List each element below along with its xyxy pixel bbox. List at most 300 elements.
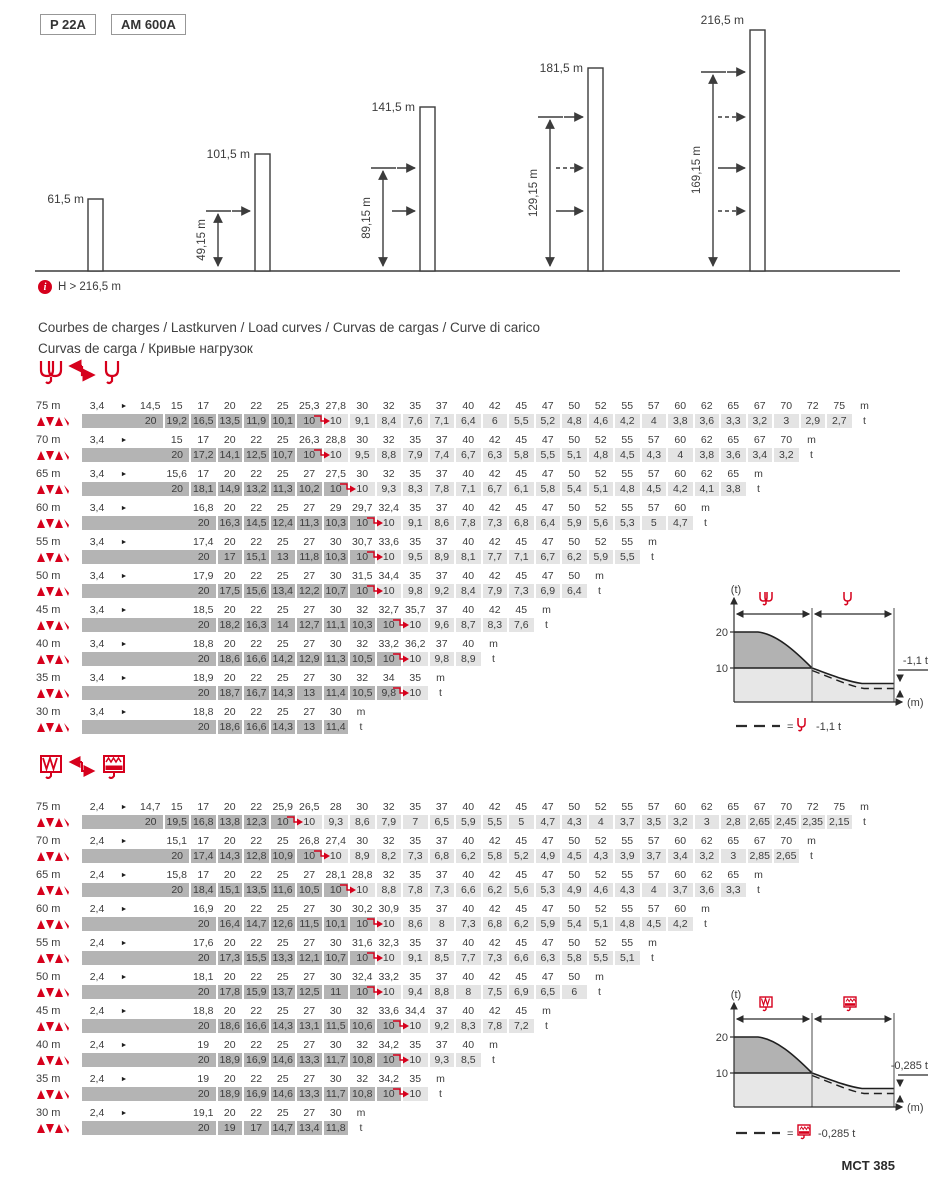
load-cell: 14,6 <box>271 1053 296 1067</box>
load-cell: 16,6 <box>244 652 269 666</box>
load-cell: 13,3 <box>297 1087 322 1101</box>
y-tick-10: 10 <box>715 663 728 675</box>
radius-cell: 55 <box>621 937 634 949</box>
load-cell: 10 <box>377 652 402 666</box>
load-cell: 14,3 <box>271 686 296 700</box>
load-cell: 10 <box>403 1053 428 1067</box>
load-cell: 6,2 <box>483 883 508 897</box>
load-cell: 3,7 <box>668 883 693 897</box>
min-radius-value: 3,4 <box>89 536 105 548</box>
radius-cell: 25 <box>276 468 289 480</box>
radius-cell: 16,9 <box>193 903 214 915</box>
load-cell: 6,8 <box>483 917 508 931</box>
load-cell: 7,1 <box>456 482 481 496</box>
load-cell: 8,5 <box>456 1053 481 1067</box>
load-cell: 10 <box>377 917 402 931</box>
radius-cell: 42 <box>488 570 501 582</box>
load-curve-zigzag-icon <box>36 586 82 597</box>
radius-cell: 62 <box>700 468 713 480</box>
load-cell: 18,2 <box>218 618 243 632</box>
load-cell: 11,9 <box>244 414 269 428</box>
radius-cell: 27 <box>303 903 316 915</box>
pointer-arrow-icon: ► <box>120 1041 128 1049</box>
load-cell: 10 <box>403 652 428 666</box>
load-cell: 9,6 <box>430 618 455 632</box>
load-cell: 6,4 <box>536 516 561 530</box>
four-fall-two-fall-hook-icon <box>38 358 138 392</box>
load-curve-zigzag-icon <box>36 1089 82 1100</box>
radius-cell: 62 <box>700 400 713 412</box>
radius-cell: 40 <box>462 536 475 548</box>
radius-cell: 70 <box>780 801 793 813</box>
radius-cell: 57 <box>647 801 660 813</box>
hook-height-label-4: 169,15 m <box>691 146 703 194</box>
radius-cell: 30 <box>356 400 369 412</box>
radius-cell: 37 <box>435 869 448 881</box>
radius-cell: 55 <box>621 434 634 446</box>
radius-cell: 50 <box>568 937 581 949</box>
radius-cell: 17 <box>197 869 210 881</box>
load-cell: 11,8 <box>324 1121 349 1135</box>
load-cell: 11,5 <box>297 917 322 931</box>
jib-length-label: 40 m <box>36 638 61 650</box>
radius-cell: 40 <box>462 835 475 847</box>
load-cell: 4,2 <box>668 482 693 496</box>
load-cell: 9,5 <box>403 550 428 564</box>
hook-height-label-3: 129,15 m <box>528 169 540 217</box>
load-cell: 9,2 <box>430 1019 455 1033</box>
load-cell: 4 <box>642 883 667 897</box>
radius-cell: 60 <box>674 869 687 881</box>
load-cell: 4,8 <box>562 414 587 428</box>
radius-cell: 70 <box>780 400 793 412</box>
radius-cell: 37 <box>435 400 448 412</box>
load-cell: 10 <box>403 1087 428 1101</box>
radius-cell: 30 <box>329 672 342 684</box>
hook-height-label-1: 49,15 m <box>196 219 208 261</box>
min-radius-value: 2,4 <box>89 835 105 847</box>
load-cell: 6 <box>483 414 508 428</box>
load-cell: 17,4 <box>191 849 216 863</box>
radius-cell: 52 <box>594 400 607 412</box>
radius-cell: 47 <box>541 570 554 582</box>
load-cell: 4,9 <box>536 849 561 863</box>
radius-cell: 30 <box>329 1107 342 1119</box>
load-row <box>36 550 916 564</box>
radius-cell: 20 <box>223 1107 236 1119</box>
load-lead-bar: 20 <box>82 516 216 530</box>
radius-row <box>36 467 916 481</box>
step-down-arrow-icon <box>365 984 385 998</box>
jib-length-label: 35 m <box>36 672 61 684</box>
load-cell: 7,7 <box>456 951 481 965</box>
jib-length-label: 60 m <box>36 903 61 915</box>
load-cell: 14,7 <box>271 1121 296 1135</box>
load-cell: 5 <box>509 815 534 829</box>
radius-cell: 37 <box>435 903 448 915</box>
radius-cell: 65 <box>727 434 740 446</box>
height-note-text: H > 216,5 m <box>58 281 121 293</box>
radius-unit: m <box>436 672 445 684</box>
load-cell: 18,4 <box>191 883 216 897</box>
radius-cell: 25 <box>276 434 289 446</box>
load-cell: 3,4 <box>668 849 693 863</box>
radius-cell: 28,8 <box>352 869 373 881</box>
radius-cell: 22 <box>250 672 263 684</box>
load-cell: 8,7 <box>456 618 481 632</box>
load-cell: 11,8 <box>297 550 322 564</box>
radius-cell: 15,6 <box>166 468 187 480</box>
load-cell: 5,8 <box>509 448 534 462</box>
radius-cell: 60 <box>674 502 687 514</box>
load-cell: 17 <box>218 550 243 564</box>
radius-cell: 70 <box>780 434 793 446</box>
load-cell: 10 <box>403 1019 428 1033</box>
load-curve-zigzag-icon <box>36 987 82 998</box>
radius-row <box>36 936 916 950</box>
radius-cell: 62 <box>700 869 713 881</box>
min-radius-value: 3,4 <box>89 434 105 446</box>
load-curve-zigzag-icon <box>36 953 82 964</box>
radius-cell: 30 <box>329 638 342 650</box>
radius-cell: 62 <box>700 801 713 813</box>
tower-2 <box>255 154 270 271</box>
y-tick-20: 20 <box>715 1032 728 1044</box>
radius-cell: 30 <box>329 1005 342 1017</box>
radius-cell: 45 <box>515 903 528 915</box>
load-cell: 3,4 <box>748 448 773 462</box>
pointer-arrow-icon: ► <box>120 939 128 947</box>
load-cell: 18,6 <box>218 720 243 734</box>
radius-cell: 32 <box>356 638 369 650</box>
load-cell: 4,1 <box>695 482 720 496</box>
radius-cell: 25 <box>276 536 289 548</box>
load-row <box>36 414 916 428</box>
load-cell: 10 <box>297 448 322 462</box>
jib-length-label: 35 m <box>36 1073 61 1085</box>
title-line-1: Courbes de charges / Lastkurven / Load curves / Curvas de cargas / Curve di carico <box>38 320 540 335</box>
load-cell: 3 <box>774 414 799 428</box>
radius-unit: m <box>860 801 869 813</box>
load-lead-bar: 20 <box>82 1019 216 1033</box>
radius-cell: 55 <box>621 903 634 915</box>
load-unit: t <box>810 449 813 461</box>
min-radius-value: 3,4 <box>89 604 105 616</box>
jib-length-label: 30 m <box>36 1107 61 1119</box>
radius-cell: 60 <box>674 434 687 446</box>
load-cell: 2,15 <box>827 815 852 829</box>
radius-unit: m <box>807 434 816 446</box>
load-unit: t <box>492 653 495 665</box>
radius-cell: 65 <box>727 468 740 480</box>
load-cell: 5,4 <box>562 917 587 931</box>
load-cell: 7,9 <box>483 584 508 598</box>
radius-cell: 18,8 <box>193 1005 214 1017</box>
radius-row <box>36 501 916 515</box>
load-cell: 3,8 <box>695 448 720 462</box>
radius-cell: 25 <box>276 971 289 983</box>
load-cell: 7,3 <box>430 883 455 897</box>
radius-cell: 22 <box>250 937 263 949</box>
radius-cell: 18,9 <box>193 672 214 684</box>
radius-cell: 22 <box>250 971 263 983</box>
radius-cell: 35 <box>409 672 422 684</box>
load-unit: t <box>704 918 707 930</box>
min-radius-value: 2,4 <box>89 1005 105 1017</box>
radius-cell: 27,4 <box>325 835 346 847</box>
radius-cell: 14,7 <box>140 801 161 813</box>
load-cell: 10 <box>377 584 402 598</box>
radius-cell: 50 <box>568 801 581 813</box>
radius-cell: 40 <box>462 502 475 514</box>
load-cell: 2,35 <box>801 815 826 829</box>
load-cell: 15,1 <box>218 883 243 897</box>
load-lead-bar: 20 <box>82 917 216 931</box>
radius-cell: 57 <box>647 400 660 412</box>
radius-cell: 40 <box>462 971 475 983</box>
y-tick-10: 10 <box>715 1068 728 1080</box>
radius-cell: 62 <box>700 835 713 847</box>
radius-cell: 32 <box>356 1073 369 1085</box>
radius-cell: 33,6 <box>378 1005 399 1017</box>
load-cell: 7,8 <box>456 516 481 530</box>
load-curve-zigzag-icon <box>36 552 82 563</box>
load-cell: 5,9 <box>456 815 481 829</box>
load-cell: 18,6 <box>218 652 243 666</box>
load-cell: 11,3 <box>297 516 322 530</box>
load-cell: 6,4 <box>562 584 587 598</box>
radius-cell: 28 <box>329 801 342 813</box>
load-cell: 18,6 <box>218 1019 243 1033</box>
load-curve-zigzag-icon <box>36 484 82 495</box>
load-unit: t <box>863 816 866 828</box>
step-down-arrow-icon <box>312 447 332 461</box>
load-cell: 4,5 <box>642 482 667 496</box>
radius-cell: 50 <box>568 835 581 847</box>
radius-cell: 32,4 <box>378 502 399 514</box>
radius-cell: 25 <box>276 937 289 949</box>
jib-length-label: 30 m <box>36 706 61 718</box>
load-cell: 4,6 <box>589 414 614 428</box>
tower-2-height-label: 101,5 m <box>206 147 250 161</box>
load-cell: 16,9 <box>244 1053 269 1067</box>
load-cell: 2,9 <box>801 414 826 428</box>
load-cell: 8,6 <box>430 516 455 530</box>
radius-cell: 35 <box>409 400 422 412</box>
load-cell: 10,7 <box>324 951 349 965</box>
load-cell: 15,1 <box>244 550 269 564</box>
load-cell: 7,7 <box>483 550 508 564</box>
load-curve-zigzag-icon <box>36 722 82 733</box>
radius-row <box>36 834 916 848</box>
load-curve-zigzag-icon <box>36 620 82 631</box>
min-radius-value: 3,4 <box>89 638 105 650</box>
load-cell: 10,7 <box>271 448 296 462</box>
load-cell: 10,5 <box>350 686 375 700</box>
radius-cell: 47 <box>541 434 554 446</box>
load-cell: 10,3 <box>350 618 375 632</box>
load-cell: 4,9 <box>562 883 587 897</box>
step-down-arrow-icon <box>365 515 385 529</box>
radius-cell: 27 <box>303 502 316 514</box>
load-cell: 10,1 <box>271 414 296 428</box>
load-cell: 3,2 <box>748 414 773 428</box>
radius-cell: 19 <box>197 1039 210 1051</box>
radius-cell: 25 <box>276 903 289 915</box>
radius-cell: 22 <box>250 502 263 514</box>
load-cell: 3 <box>695 815 720 829</box>
radius-cell: 25,3 <box>299 400 320 412</box>
load-cell: 5,6 <box>589 516 614 530</box>
load-cell: 9,8 <box>430 652 455 666</box>
radius-cell: 27,5 <box>325 468 346 480</box>
load-cell: 6,1 <box>509 482 534 496</box>
radius-cell: 30 <box>329 1073 342 1085</box>
load-cell: 14,2 <box>271 652 296 666</box>
load-cell: 5,9 <box>536 917 561 931</box>
radius-cell: 75 <box>833 801 846 813</box>
radius-unit: m <box>489 1039 498 1051</box>
load-row <box>36 951 916 965</box>
load-cell: 4,3 <box>589 849 614 863</box>
step-down-arrow-icon <box>391 1086 411 1100</box>
radius-cell: 37 <box>435 801 448 813</box>
radius-cell: 14,5 <box>140 400 161 412</box>
radius-cell: 52 <box>594 903 607 915</box>
load-curve-zigzag-icon <box>36 654 82 665</box>
load-curve-zigzag-icon <box>36 817 82 828</box>
radius-cell: 17,4 <box>193 536 214 548</box>
load-cell: 7,8 <box>403 883 428 897</box>
radius-cell: 45 <box>515 869 528 881</box>
radius-row <box>36 399 916 413</box>
load-cell: 6,7 <box>483 482 508 496</box>
load-cell: 4,2 <box>615 414 640 428</box>
load-cell: 8,5 <box>430 951 455 965</box>
load-cell: 5,5 <box>536 448 561 462</box>
radius-cell: 47 <box>541 502 554 514</box>
load-cell: 3,3 <box>721 883 746 897</box>
load-cell: 8,3 <box>403 482 428 496</box>
load-lead-bar: 20 <box>82 815 163 829</box>
load-cell: 13,3 <box>271 951 296 965</box>
step-down-arrow-icon <box>391 1052 411 1066</box>
radius-cell: 37 <box>435 434 448 446</box>
radius-cell: 37 <box>435 468 448 480</box>
pointer-arrow-icon: ► <box>120 470 128 478</box>
load-row <box>36 516 916 530</box>
load-unit: t <box>757 483 760 495</box>
load-cell: 3,5 <box>642 815 667 829</box>
pointer-arrow-icon: ► <box>120 1007 128 1015</box>
load-cell: 3,7 <box>642 849 667 863</box>
radius-cell: 40 <box>462 903 475 915</box>
radius-cell: 30,7 <box>352 536 373 548</box>
radius-row <box>36 868 916 882</box>
radius-unit: m <box>648 536 657 548</box>
radius-cell: 25 <box>276 570 289 582</box>
tower-1 <box>88 199 103 271</box>
load-cell: 10 <box>350 951 375 965</box>
load-unit: t <box>651 952 654 964</box>
min-radius-value: 3,4 <box>89 502 105 514</box>
load-cell: 5,1 <box>589 917 614 931</box>
load-cell: 13,7 <box>271 985 296 999</box>
radius-cell: 52 <box>594 536 607 548</box>
radius-cell: 29,7 <box>352 502 373 514</box>
radius-cell: 35 <box>409 434 422 446</box>
radius-cell: 35 <box>409 869 422 881</box>
radius-cell: 25 <box>276 502 289 514</box>
load-cell: 17 <box>244 1121 269 1135</box>
load-cell: 2,45 <box>774 815 799 829</box>
radius-cell: 20 <box>223 971 236 983</box>
tower-3-height-label: 141,5 m <box>371 100 415 114</box>
radius-cell: 55 <box>621 801 634 813</box>
load-cell: 6,9 <box>509 985 534 999</box>
load-unit: t <box>651 551 654 563</box>
load-cell: 9,4 <box>403 985 428 999</box>
radius-cell: 65 <box>727 801 740 813</box>
step-down-arrow-icon <box>365 950 385 964</box>
radius-cell: 25 <box>276 604 289 616</box>
radius-cell: 35 <box>409 1073 422 1085</box>
pointer-arrow-icon: ► <box>120 1075 128 1083</box>
load-cell: 9,3 <box>430 1053 455 1067</box>
radius-cell: 67 <box>753 835 766 847</box>
load-cell: 2,65 <box>748 815 773 829</box>
load-cell: 7,6 <box>403 414 428 428</box>
load-cell: 9,1 <box>403 951 428 965</box>
radius-cell: 47 <box>541 937 554 949</box>
load-lead-bar: 20 <box>82 951 216 965</box>
step-down-arrow-icon <box>338 481 358 495</box>
radius-cell: 35 <box>409 570 422 582</box>
radius-cell: 40 <box>462 604 475 616</box>
load-cell: 2,8 <box>721 815 746 829</box>
load-cell: 10 <box>324 482 349 496</box>
load-cell: 8,8 <box>377 448 402 462</box>
jib-length-label: 55 m <box>36 937 61 949</box>
radius-cell: 20 <box>223 801 236 813</box>
load-cell: 7,4 <box>430 448 455 462</box>
load-cell: 6,4 <box>456 414 481 428</box>
radius-cell: 25 <box>276 869 289 881</box>
load-cell: 10 <box>350 482 375 496</box>
load-lead-bar: 20 <box>82 1053 216 1067</box>
load-cell: 10 <box>324 883 349 897</box>
load-cell: 11,6 <box>271 883 296 897</box>
load-cell: 10,3 <box>324 516 349 530</box>
load-row <box>36 883 916 897</box>
radius-cell: 34,2 <box>378 1039 399 1051</box>
load-cell: 5,9 <box>562 516 587 530</box>
radius-cell: 27 <box>303 536 316 548</box>
load-row <box>36 815 916 829</box>
radius-cell: 40 <box>462 1005 475 1017</box>
min-radius-value: 2,4 <box>89 869 105 881</box>
load-lead-bar: 20 <box>82 618 216 632</box>
radius-cell: 27,8 <box>325 400 346 412</box>
load-curve-zigzag-icon <box>36 1123 82 1134</box>
radius-cell: 20 <box>223 570 236 582</box>
radius-cell: 47 <box>541 835 554 847</box>
radius-cell: 30 <box>356 801 369 813</box>
radius-cell: 45 <box>515 400 528 412</box>
tower-5 <box>750 30 765 271</box>
load-cell: 7,3 <box>509 584 534 598</box>
radius-cell: 55 <box>621 869 634 881</box>
